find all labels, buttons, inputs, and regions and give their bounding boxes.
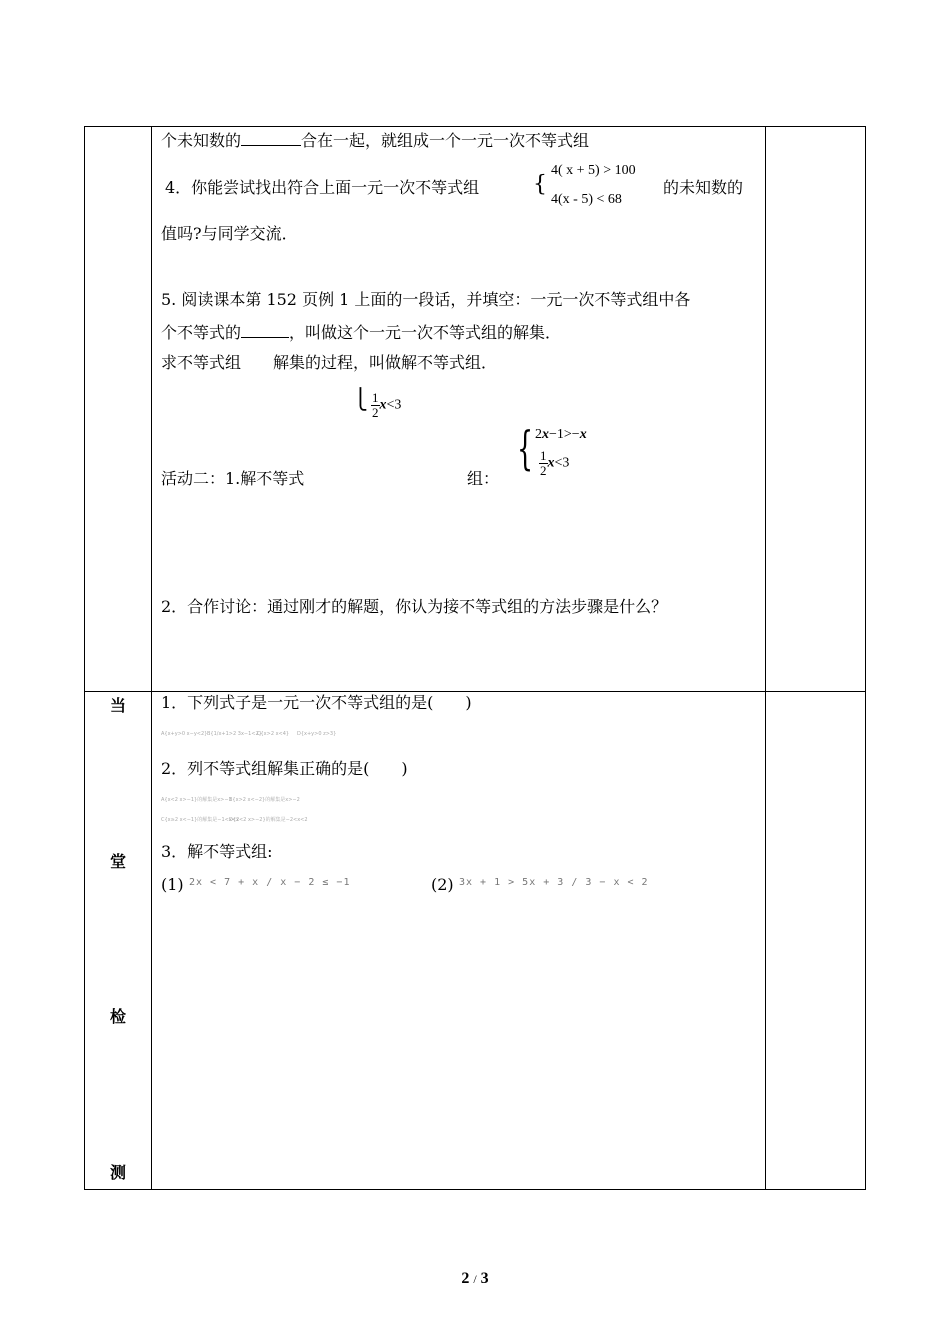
side-char-1: 当 (109, 696, 126, 715)
check-q1: 1．下列式子是一元一次不等式组的是( ) (161, 693, 472, 712)
column-divider-right (765, 127, 766, 1189)
q2-option-d: D{x<2 x>−2}的解集是−2<x<2 (229, 817, 308, 823)
line1 (161, 130, 589, 151)
stray-frac: $\frac{1}{2}$ (372, 390, 379, 420)
q4-line2: 值吗?与同学交流． (161, 224, 298, 243)
column-divider-left (151, 127, 152, 1189)
q3-p2-label: (2) (431, 875, 454, 894)
stray-brace: ⎩ (353, 387, 368, 411)
line1-end: 合在一起，就组成一个一元一次不等式组 (301, 131, 590, 150)
q2-discuss: 2．合作讨论：通过刚才的解题，你认为接不等式组的方法步骤是什么？ (161, 597, 668, 616)
check-q3: 3．解不等式组: (161, 842, 273, 861)
act2-eq1: 2x−1>−x (535, 427, 587, 442)
row-divider (85, 691, 865, 692)
blank-2 (241, 322, 289, 338)
act2-brace: { (517, 421, 534, 475)
q2-option-a: A{x<2 x>−1}的解集是x>−1 (161, 797, 232, 803)
q4-end: 的未知数的 (663, 178, 744, 197)
q3-p2-sys: 3x + 1 > 5x + 3 / 3 − x < 2 (459, 877, 649, 888)
act2-frac: $\frac{1}{2}$ (540, 448, 547, 478)
worksheet-table (84, 126, 866, 1190)
q5-line2-start: 个不等式的 (161, 323, 242, 342)
side-char-4: 测 (109, 1163, 126, 1182)
q3-p1-sys: 2x < 7 + x / x − 2 ≤ −1 (189, 877, 351, 888)
q1-option-c: C{x>2 x<4} (257, 731, 290, 737)
blank-1 (241, 130, 301, 146)
q4-eq2: 4(x - 5) < 68 (551, 192, 622, 207)
q5-line2 (161, 322, 561, 343)
side-char-3: 检 (109, 1007, 126, 1026)
q1-option-b: B{1/x+1>2 3x−1<2} (207, 731, 262, 737)
q5-line2-end: ，叫做这个一元一次不等式组的解集． (289, 323, 562, 342)
side-char-2: 堂 (109, 852, 126, 871)
act2-label: 活动二：1.解不等式 (161, 469, 305, 488)
q4-brace: { (533, 172, 547, 197)
q1-option-a: A{x+y>0 x−y<2} (161, 731, 208, 737)
q4-start: 4．你能尝试找出符合上面一元一次不等式组 (165, 178, 480, 197)
q4-eq1: 4( x + 5) > 100 (551, 163, 636, 178)
act2-group: 组： (467, 469, 500, 488)
page-number: 2 / 3 (461, 1270, 489, 1287)
check-q2: 2．列不等式组解集正确的是( ) (161, 759, 408, 778)
line1-start: 个未知数的 (161, 131, 242, 150)
q1-option-d: D{x+y>0 z>3} (297, 731, 337, 737)
q3-p1-label: (1) (161, 875, 184, 894)
stray-expr: $\frac{1}{2}$ x<3 (372, 390, 402, 420)
q2-option-b: B{x>2 x<−2}的解集是x>−2 (229, 797, 300, 803)
q5-line1: 5. 阅读课本第 152 页例 1 上面的一段话，并填空：一元一次不等式组中各 (161, 290, 691, 309)
act2-eq2: $\frac{1}{2}$ x<3 (540, 448, 570, 478)
q2-option-c: C{x≥2 x<−1}的解集是−1<x<2 (161, 817, 240, 823)
q5-line3: 求不等式组 解集的过程，叫做解不等式组． (161, 353, 498, 372)
